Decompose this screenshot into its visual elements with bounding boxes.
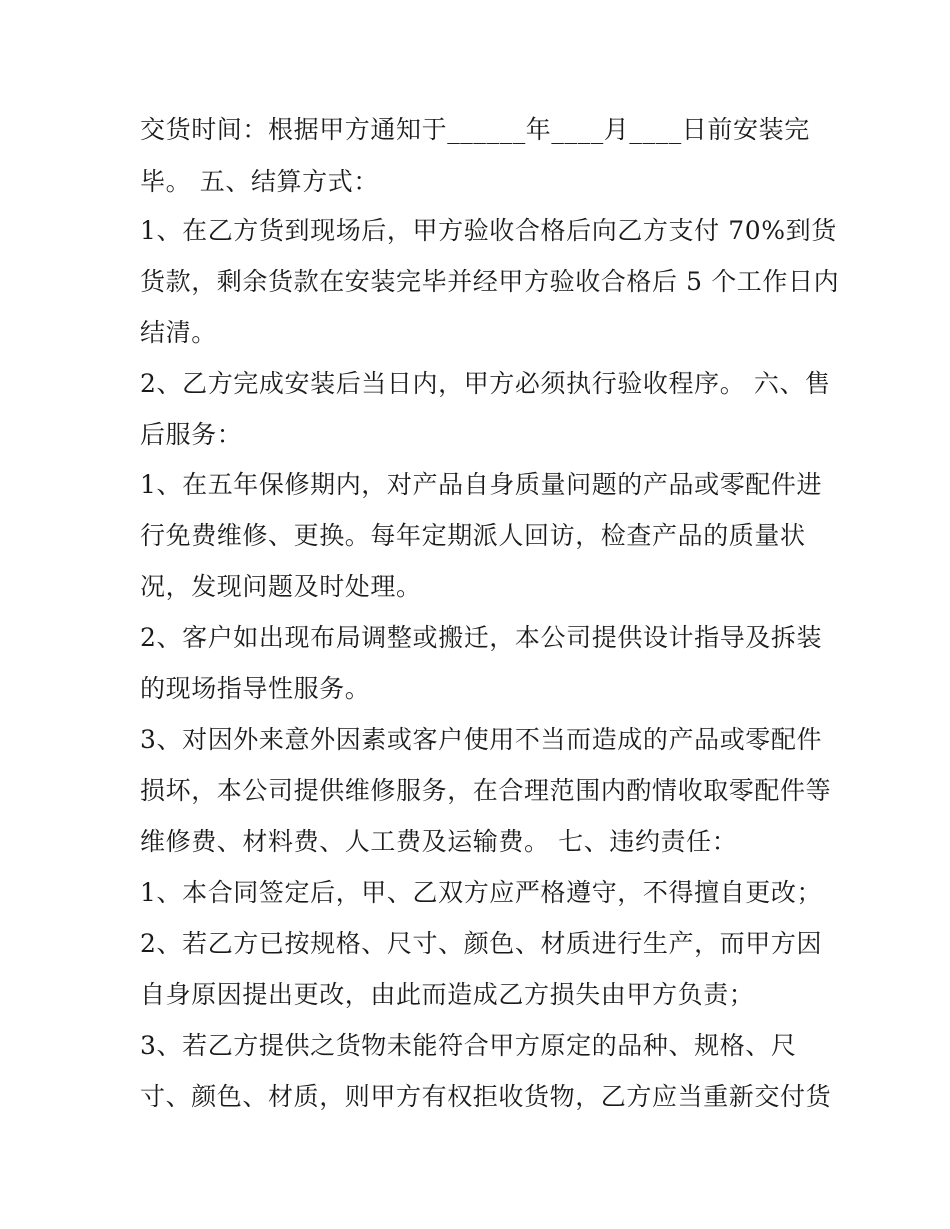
- text-line: 况，发现问题及时处理。: [140, 572, 422, 601]
- text-line: 毕。 五、结算方式：: [140, 167, 379, 196]
- text-line: 后服务：: [140, 420, 243, 449]
- text-line: 行免费维修、更换。每年定期派人回访，检查产品的质量状: [140, 521, 806, 550]
- text-line: 1、在乙方货到现场后，甲方验收合格后向乙方支付 70%到货: [140, 216, 837, 245]
- text-line: 交货时间：根据甲方通知于______年____月____日前安装完: [140, 115, 810, 144]
- text-line: 1、在五年保修期内，对产品自身质量问题的产品或零配件进: [140, 470, 823, 499]
- text-line: 3、对因外来意外因素或客户使用不当而造成的产品或零配件: [140, 725, 823, 754]
- text-line: 的现场指导性服务。: [140, 674, 371, 703]
- text-line: 维修费、材料费、人工费及运输费。 七、违约责任：: [140, 827, 738, 856]
- text-line: 1、本合同签定后，甲、乙双方应严格遵守，不得擅自更改；: [140, 878, 823, 907]
- text-line: 2、乙方完成安装后当日内，甲方必须执行验收程序。 六、售: [140, 369, 831, 398]
- text-line: 自身原因提出更改，由此而造成乙方损失由甲方负责；: [140, 980, 755, 1009]
- text-line: 寸、颜色、材质，则甲方有权拒收货物，乙方应当重新交付货: [140, 1082, 832, 1111]
- text-line: 2、若乙方已按规格、尺寸、颜色、材质进行生产，而甲方因: [140, 929, 823, 958]
- text-line: 损坏，本公司提供维修服务，在合理范围内酌情收取零配件等: [140, 776, 832, 805]
- text-line: 3、若乙方提供之货物未能符合甲方原定的品种、规格、尺: [140, 1031, 797, 1060]
- text-line: 2、客户如出现布局调整或搬迁，本公司提供设计指导及拆装: [140, 623, 823, 652]
- text-line: 结清。: [140, 318, 217, 347]
- text-line: 货款，剩余货款在安装完毕并经甲方验收合格后 5 个工作日内: [140, 267, 840, 296]
